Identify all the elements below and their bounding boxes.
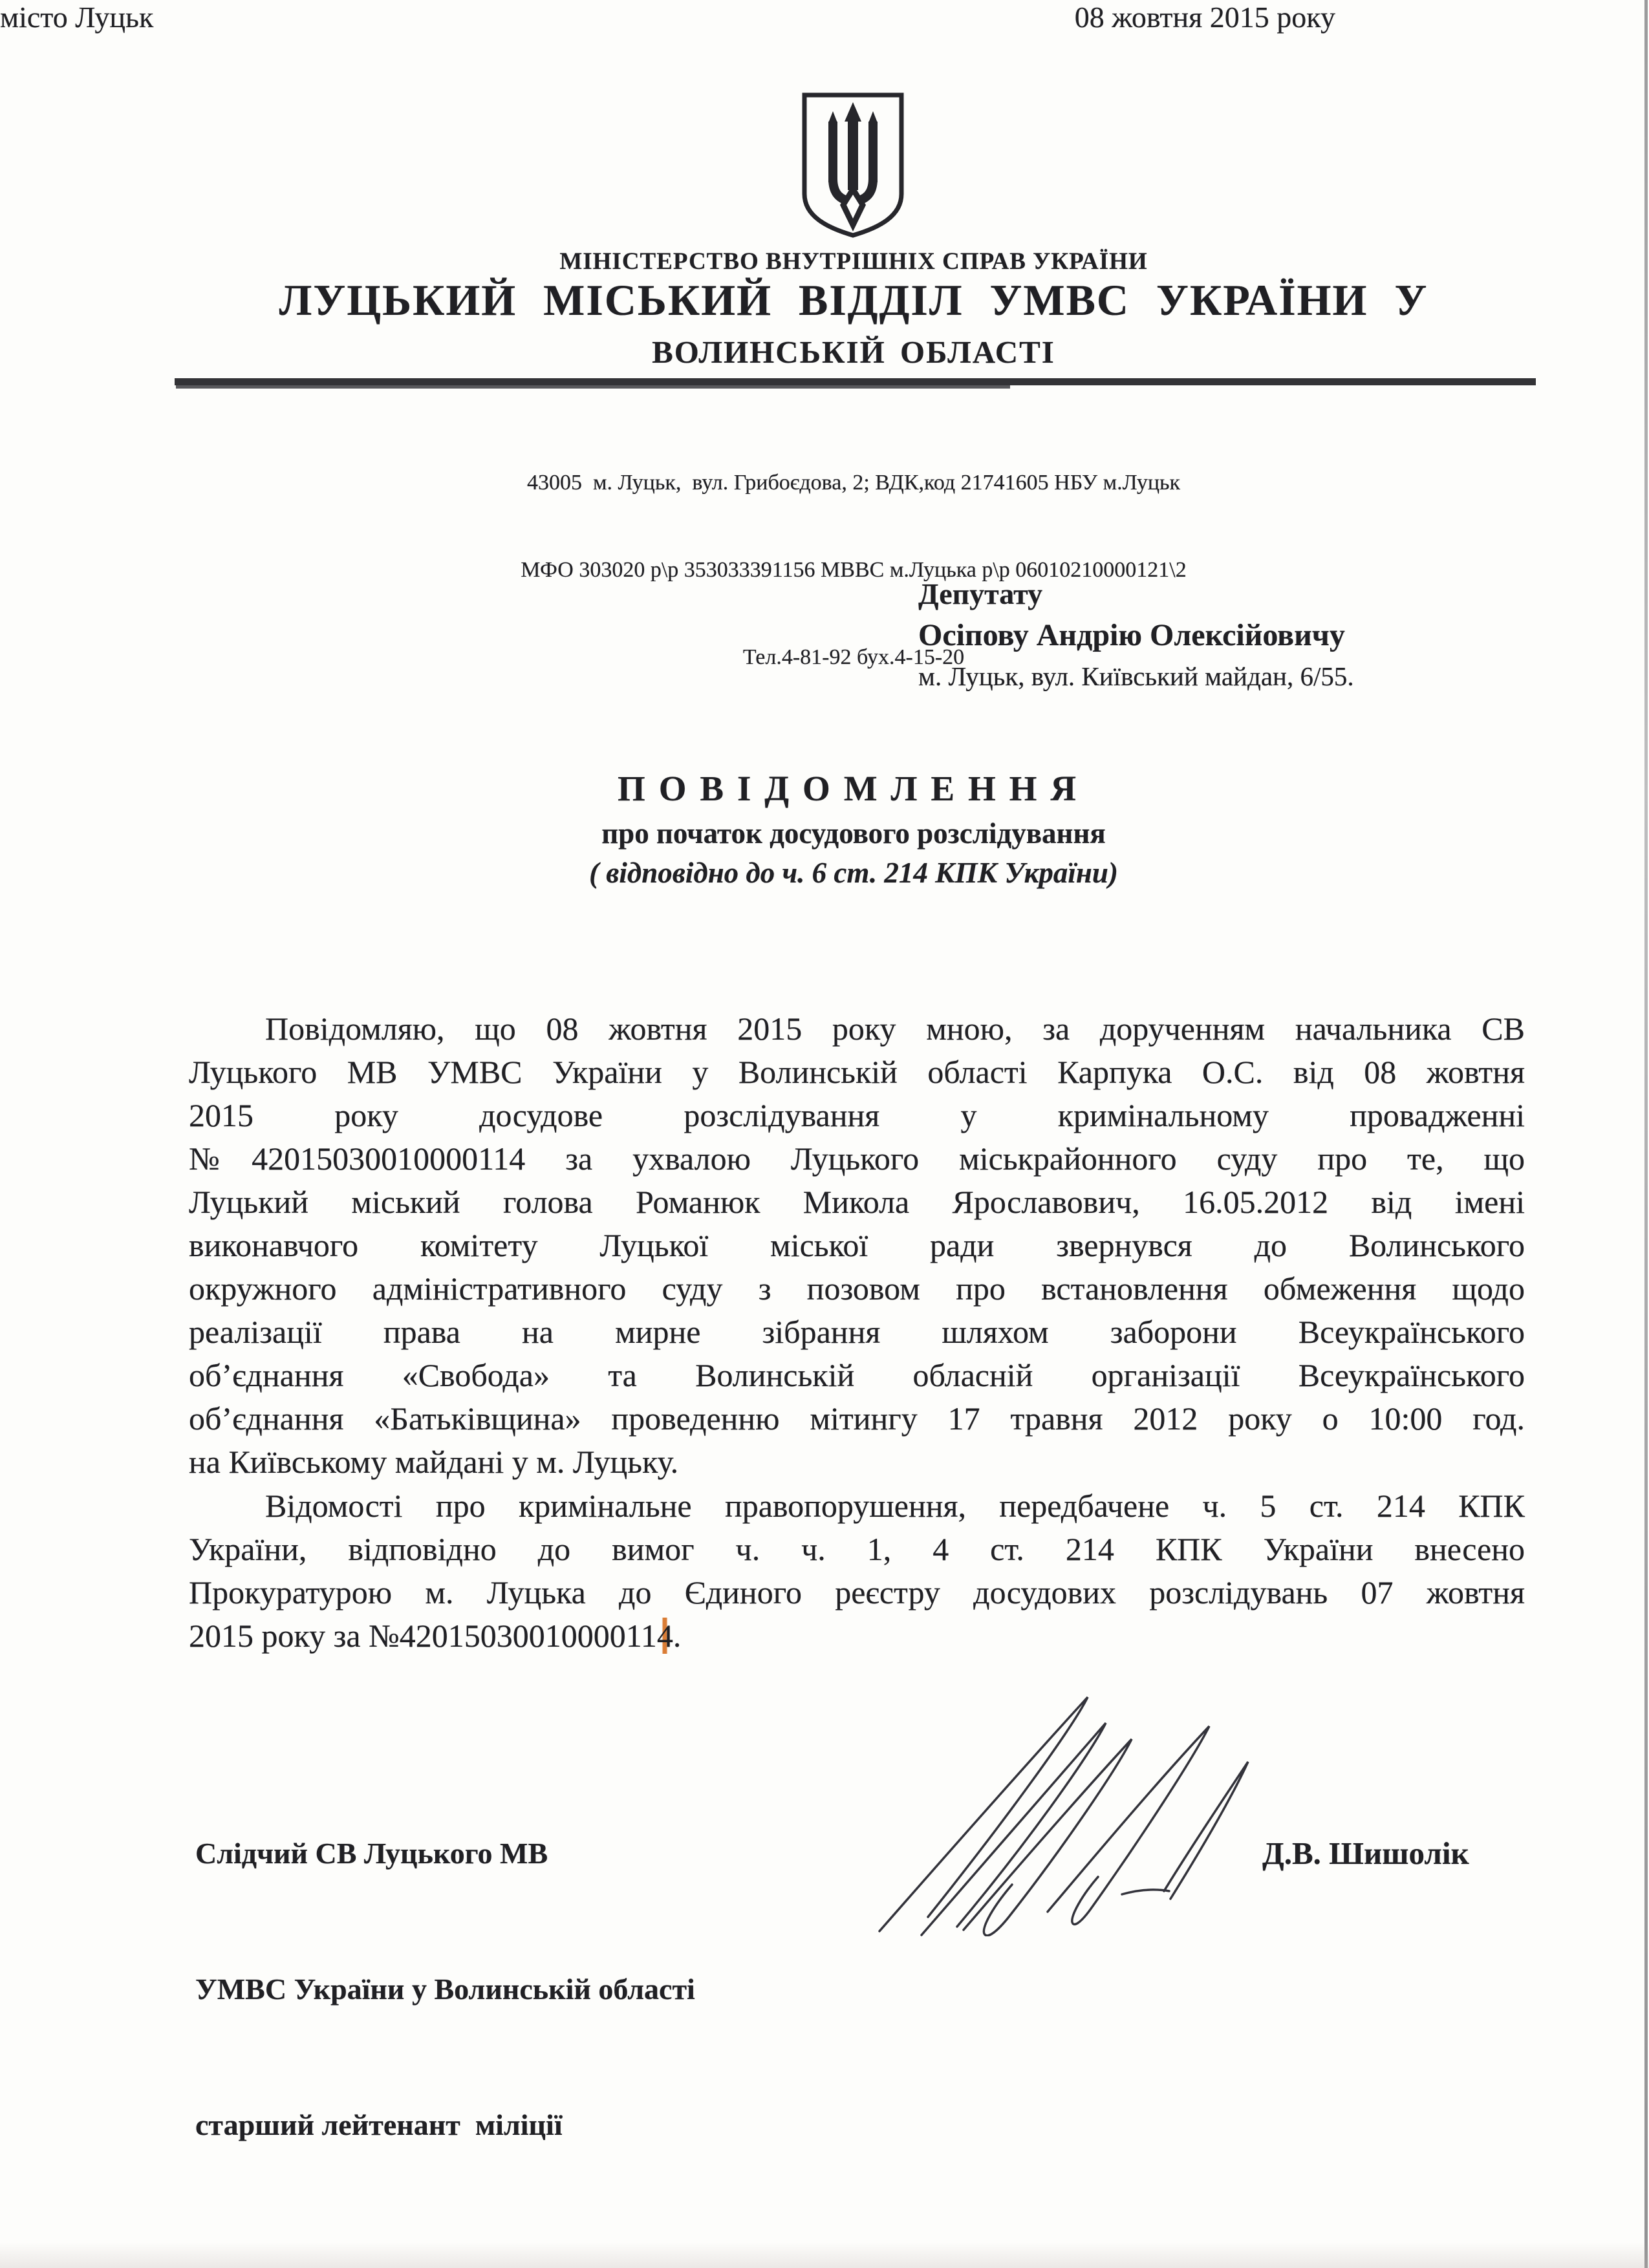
scan-edge-artifact	[1644, 0, 1648, 2268]
department-title-line2: ВОЛИНСЬКІЙ ОБЛАСТІ	[652, 334, 1055, 370]
signer-position-block	[195, 1740, 695, 2193]
signer-position-line: Слідчий СВ Луцького МВ	[195, 1837, 548, 1870]
header-divider-rule	[175, 378, 1536, 385]
registry-number-prefix: 2015 року за №4201503001000011	[189, 1618, 657, 1654]
document-legal-reference: ( відповідно до ч. 6 ст. 214 КПК України)	[589, 857, 1118, 889]
body-line: реалізації права на мирне зібрання шляхом заборони Всеукраїнського	[189, 1314, 1525, 1350]
body-line: Луцького МВ УМВС України у Волинській області Карпука О.С. від 08 жовтня	[189, 1054, 1525, 1090]
ministry-title: МІНІСТЕРСТВО ВНУТРІШНІХ СПРАВ УКРАЇНИ	[559, 248, 1148, 275]
registry-number-suffix: .	[673, 1618, 682, 1654]
address-line: Тел.4-81-92 бух.4-15-20	[742, 645, 965, 669]
body-line: №42015030010000114 за ухвалою Луцького міськрайонного суду про те, що	[189, 1140, 1525, 1177]
recipient-address: м. Луцьк, вул. Київський майдан, 6/55.	[918, 661, 1354, 691]
signer-position-line: старший лейтенант міліції	[195, 2108, 563, 2141]
registry-number-corrected-digit: 4	[656, 1618, 673, 1654]
document-subtitle: про початок досудового розслідування	[601, 817, 1106, 850]
body-paragraph-2-lines	[189, 1484, 1525, 1614]
handwritten-signature-icon	[860, 1671, 1300, 1936]
document-date: 08 жовтня 2015 року	[1074, 1, 1335, 34]
body-line-registry-number	[189, 1614, 1525, 1658]
document-title: ПОВІДОМЛЕННЯ	[618, 769, 1090, 808]
body-line: окружного адміністративного суду з позовом про встановлення обмеження щодо	[189, 1270, 1525, 1307]
document-place: місто Луцьк	[0, 1, 154, 34]
address-line: 43005 м. Луцьк, вул. Грибоєдова, 2; ВДК,код 21741605 НБУ м.Луцьк	[526, 471, 1181, 495]
body-line: 2015 року досудове розслідування у кримінальному провадженні	[189, 1097, 1525, 1133]
body-line: Прокуратурою м. Луцька до Єдиного реєстру досудових розслідувань 07 жовтня	[189, 1574, 1525, 1610]
address-line: МФО 303020 р\р 353033391156 МВВС м.Луцька р\р 06010210000121\2	[521, 558, 1187, 582]
body-line: виконавчого комітету Луцької міської ради звернувся до Волинського	[189, 1227, 1525, 1263]
place-date-row	[0, 0, 1335, 34]
recipient-name: Осіпову Андрію Олексійовичу	[918, 618, 1345, 652]
body-line: Повідомляю, що 08 жовтня 2015 року мною, за дорученням начальника СВ	[265, 1011, 1525, 1047]
body-line: України, відповідно до вимог ч. ч. 1, 4 ст. 214 КПК України внесено	[189, 1531, 1525, 1567]
body-line: Відомості про кримінальне правопорушення, передбачене ч. 5 ст. 214 КПК	[265, 1488, 1525, 1524]
body-line: Луцький міський голова Романюк Микола Ярославович, 16.05.2012 від імені	[189, 1184, 1525, 1220]
signer-position-line: УМВС України у Волинській області	[195, 1973, 695, 2006]
body-paragraph-1	[189, 1007, 1525, 1484]
org-address-block	[61, 410, 1646, 701]
recipient-title: Депутату	[918, 577, 1043, 610]
body-paragraph-2	[189, 1484, 1525, 1658]
body-line: об’єднання «Батьківщина» проведенню мітингу 17 травня 2012 року о 10:00 год.	[189, 1400, 1525, 1437]
trident-emblem-icon	[797, 89, 909, 242]
header-divider-rule-shadow	[176, 385, 1010, 389]
recipient-block	[918, 574, 1354, 696]
body-line: об’єднання «Свобода» та Волинській обласній організації Всеукраїнського	[189, 1357, 1525, 1393]
scan-bottom-shading	[0, 2242, 1649, 2268]
signer-name: Д.В. Шишолік	[1262, 1835, 1469, 1871]
department-title-line1: ЛУЦЬКИЙ МІСЬКИЙ ВІДДІЛ УМВС УКРАЇНИ У	[279, 275, 1428, 325]
body-line: на Київському майдані у м. Луцьку.	[189, 1444, 679, 1480]
